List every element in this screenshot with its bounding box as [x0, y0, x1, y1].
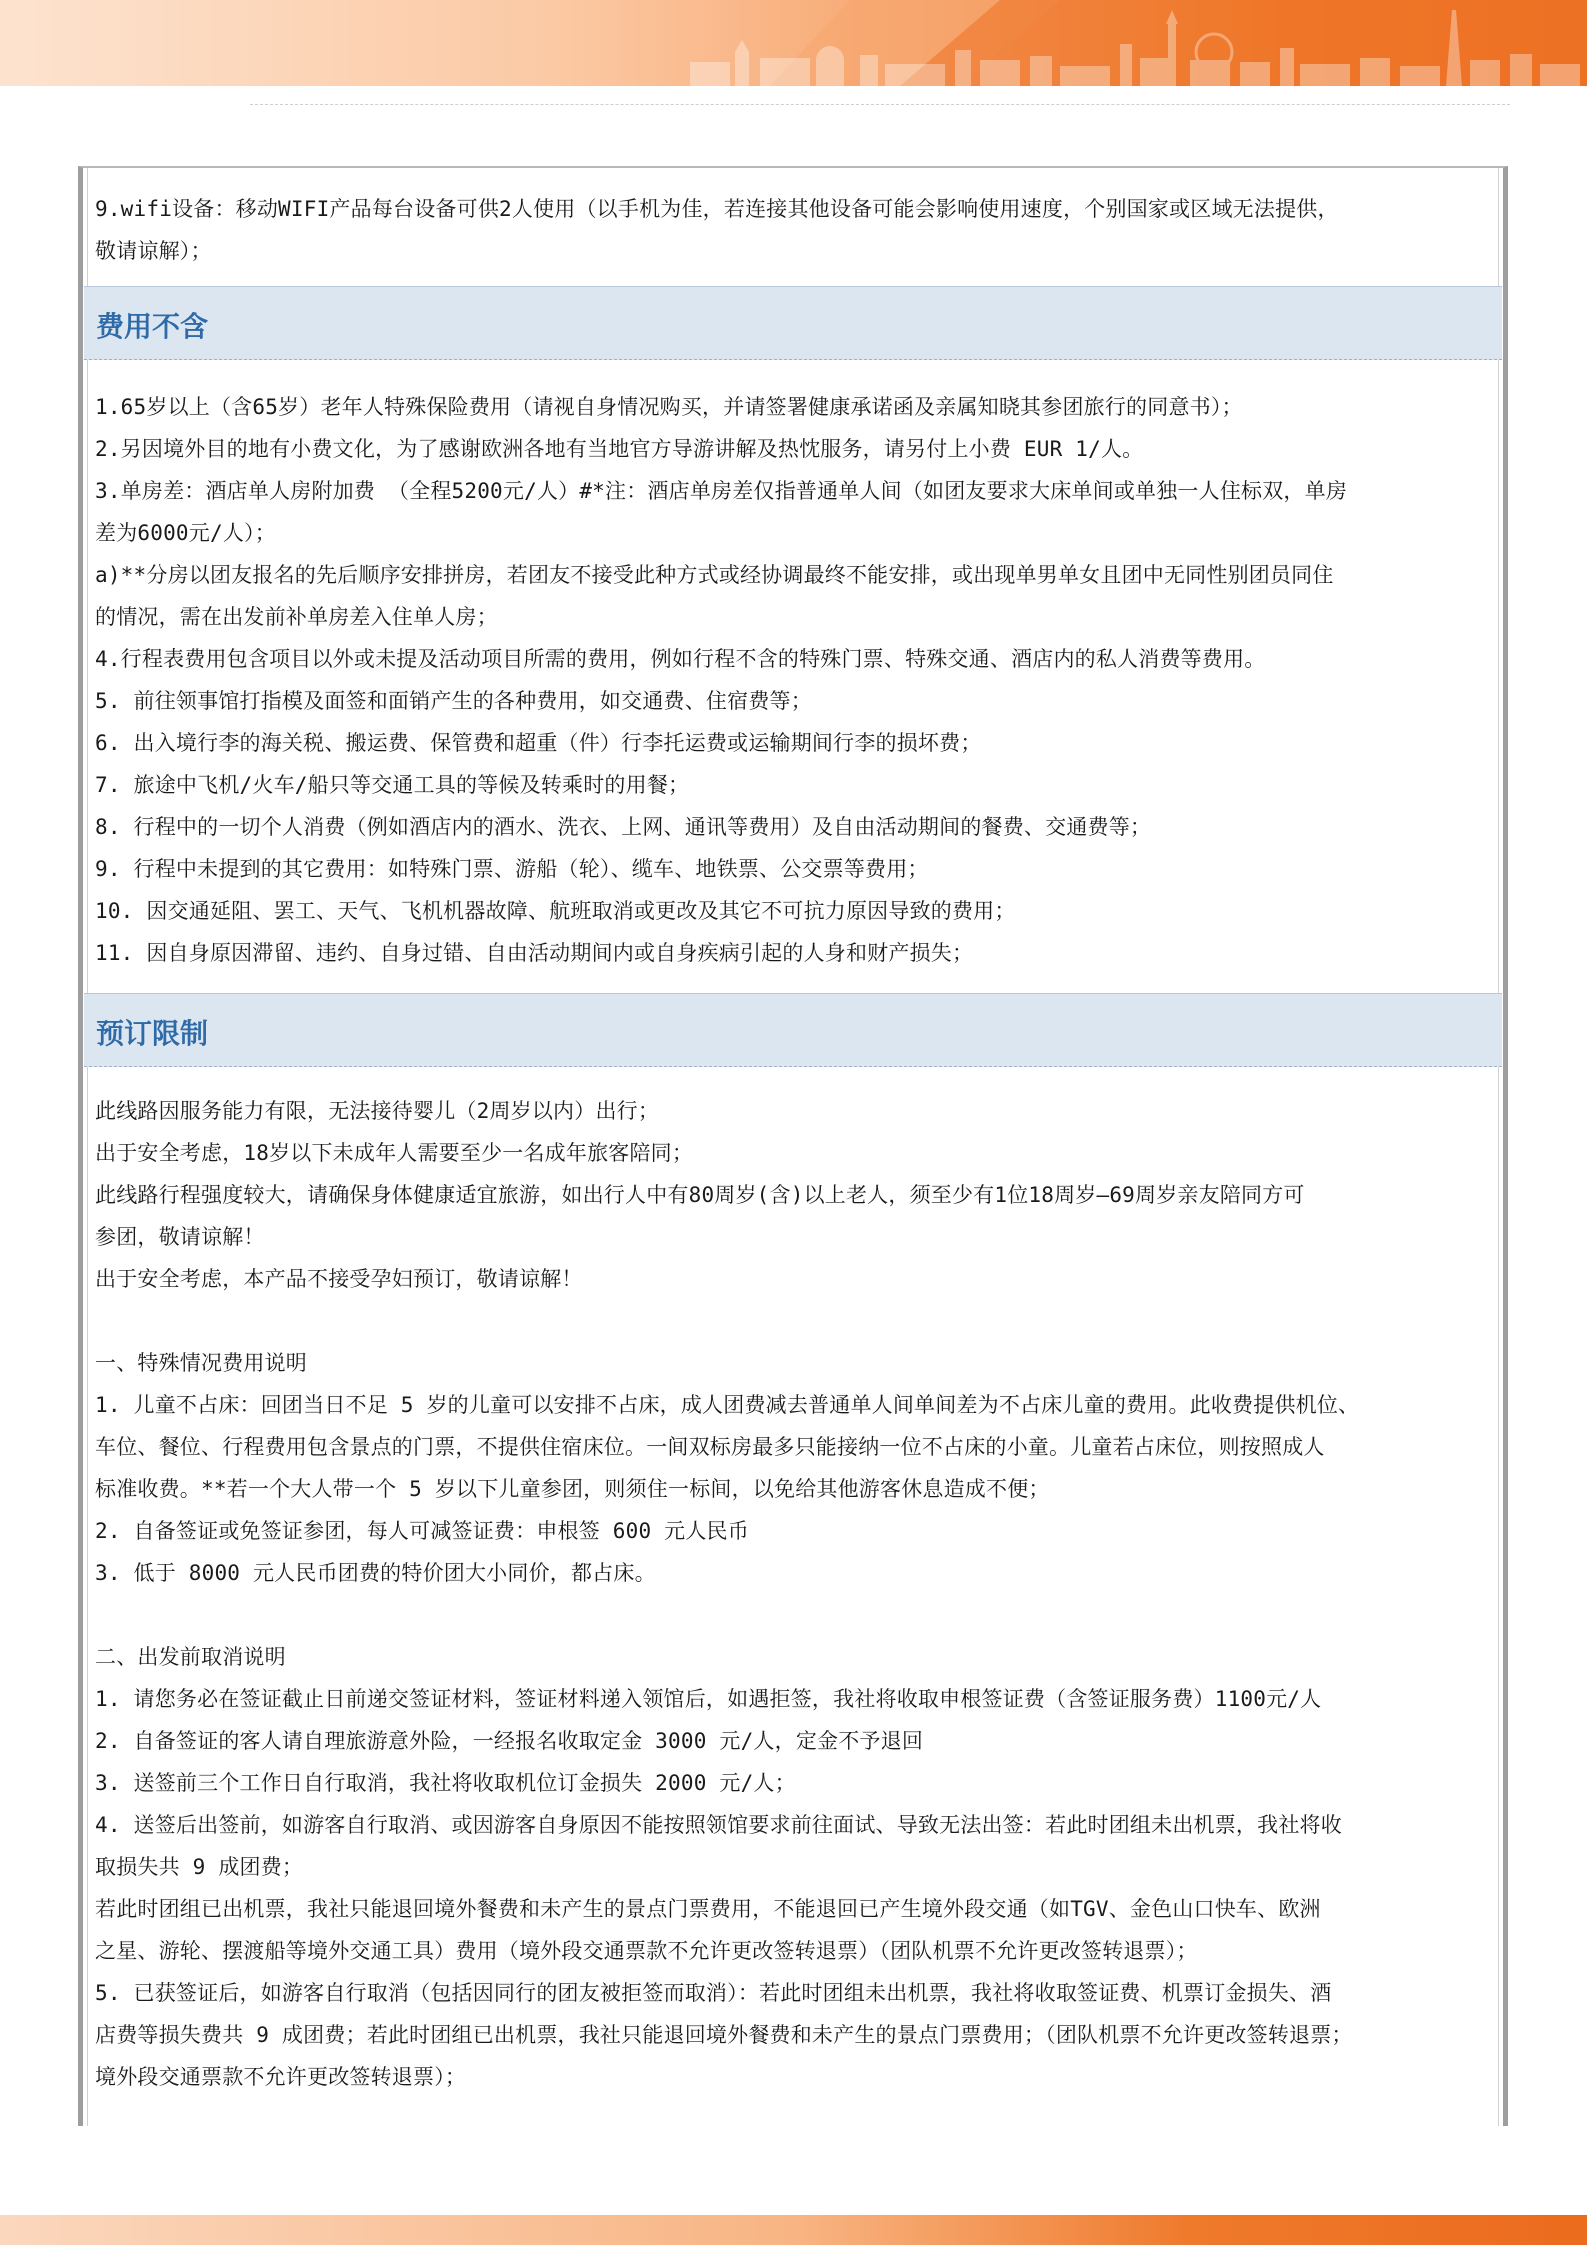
list-item: 7. 旅途中飞机/火车/船只等交通工具的等候及转乘时的用餐；: [95, 773, 690, 797]
section-header-exclusions: [84, 286, 1502, 360]
list-item: 9. 行程中未提到的其它费用：如特殊门票、游船（轮）、缆车、地铁票、公交票等费用；: [95, 857, 929, 881]
list-item: 5. 前往领事馆打指模及面签和面销产生的各种费用，如交通费、住宿费等；: [95, 689, 812, 713]
section-title: 预订限制: [96, 1017, 209, 1050]
list-item: 2. 自备签证的客人请自理旅游意外险，一经报名收取定金 3000 元/人，定金不予退回: [95, 1729, 924, 1753]
list-item: 3. 送签前三个工作日自行取消，我社将收取机位订金损失 2000 元/人；: [95, 1771, 796, 1795]
list-item: 11. 因自身原因滞留、违约、自身过错、自由活动期间内或自身疾病引起的人身和财产损失；: [95, 941, 974, 965]
list-item: 一、特殊情况费用说明: [95, 1351, 307, 1375]
list-item: 差为6000元/人）；: [95, 521, 276, 545]
list-item: 境外段交通票款不允许更改签转退票）；: [95, 2065, 467, 2089]
list-item: 4.行程表费用包含项目以外或未提及活动项目所需的费用，例如行程不含的特殊门票、特殊交通、酒店内的私人消费等费用。: [95, 647, 1266, 671]
list-item: 此线路因服务能力有限，无法接待婴儿（2周岁以内）出行；: [95, 1099, 660, 1123]
list-item: 3. 低于 8000 元人民币团费的特价团大小同价，都占床。: [95, 1561, 656, 1585]
list-item: 出于安全考虑，18岁以下未成年人需要至少一名成年旅客陪同；: [95, 1141, 694, 1165]
list-item: 之星、游轮、摆渡船等境外交通工具）费用（境外段交通票款不允许更改签转退票）（团队机票不允许更改签转退票）；: [95, 1939, 1198, 1963]
list-item: 标准收费。**若一个大人带一个 5 岁以下儿童参团，则须住一标间，以免给其他游客休息造成不便；: [95, 1477, 1050, 1501]
list-item: 此线路行程强度较大，请确保身体健康适宜旅游，如出行人中有80周岁(含)以上老人，须至少有1位18周岁—69周岁亲友陪同方可: [95, 1183, 1305, 1207]
list-item: 10. 因交通延阻、罢工、天气、飞机机器故障、航班取消或更改及其它不可抗力原因导致的费用；: [95, 899, 1016, 923]
list-item: 二、出发前取消说明: [95, 1645, 286, 1669]
exclusions-list: [95, 386, 1495, 974]
list-item: 若此时团组已出机票，我社只能退回境外餐费和未产生的景点门票费用，不能退回已产生境外段交通（如TGV、金色山口快车、欧洲: [95, 1897, 1321, 1921]
intro-block: [95, 188, 1495, 272]
restrictions-list: [95, 1090, 1495, 2098]
list-item: a)**分房以团友报名的先后顺序安排拼房，若团友不接受此种方式或经协调最终不能安排，或出现单男单女且团中无同性别团员同住: [95, 563, 1334, 587]
list-item: 出于安全考虑，本产品不接受孕妇预订，敬请谅解！: [95, 1267, 583, 1291]
section-header-restrictions: [84, 993, 1502, 1067]
list-item: 店费等损失费共 9 成团费；若此时团组已出机票，我社只能退回境外餐费和未产生的景点门票费用；（团队机票不允许更改签转退票；: [95, 2023, 1353, 2047]
header-banner: [0, 0, 1587, 86]
list-item: 1. 请您务必在签证截止日前递交签证材料，签证材料递入领馆后，如遇拒签，我社将收取申根签证费（含签证服务费）1100元/人: [95, 1687, 1322, 1711]
footer-bar: [0, 2215, 1587, 2245]
list-item: 6. 出入境行李的海关税、搬运费、保管费和超重（件）行李托运费或运输期间行李的损坏费；: [95, 731, 982, 755]
header-divider: [250, 104, 1510, 105]
list-item: 8. 行程中的一切个人消费（例如酒店内的酒水、洗衣、上网、通讯等费用）及自由活动期间的餐费、交通费等；: [95, 815, 1152, 839]
text-line: 敬请谅解）；: [95, 239, 212, 263]
list-item: 2. 自备签证或免签证参团，每人可减签证费：申根签 600 元人民币: [95, 1519, 749, 1543]
list-item: 2.另因境外目的地有小费文化，为了感谢欧洲各地有当地官方导游讲解及热忱服务，请另付上小费 EUR 1/人。: [95, 437, 1144, 461]
list-item: 参团，敬请谅解！: [95, 1225, 265, 1249]
text-line: 9.wifi设备：移动WIFI产品每台设备可供2人使用（以手机为佳，若连接其他设备可能会影响使用速度，个别国家或区域无法提供，: [95, 197, 1339, 221]
list-item: 的情况，需在出发前补单房差入住单人房；: [95, 605, 498, 629]
list-item: 3.单房差：酒店单人房附加费 （全程5200元/人）#*注：酒店单房差仅指普通单人间（如团友要求大床单间或单独一人住标双，单房: [95, 479, 1348, 503]
list-item: 1.65岁以上（含65岁）老年人特殊保险费用（请视自身情况购买，并请签署健康承诺函及亲属知晓其参团旅行的同意书）；: [95, 395, 1243, 419]
list-item: 车位、餐位、行程费用包含景点的门票，不提供住宿床位。一间双标房最多只能接纳一位不占床的小童。儿童若占床位，则按照成人: [95, 1435, 1325, 1459]
list-item: 取损失共 9 成团费；: [95, 1855, 304, 1879]
section-title: 费用不含: [96, 310, 209, 343]
list-item: 5. 已获签证后，如游客自行取消（包括因同行的团友被拒签而取消）：若此时团组未出机票，我社将收取签证费、机票订金损失、酒: [95, 1981, 1332, 2005]
list-item: [95, 1300, 1495, 1342]
list-item: 1. 儿童不占床：回团当日不足 5 岁的儿童可以安排不占床，成人团费减去普通单人间单间差为不占床儿童的费用。此收费提供机位、: [95, 1393, 1360, 1417]
list-item: 4. 送签后出签前，如游客自行取消、或因游客自身原因不能按照领馆要求前往面试、导致无法出签：若此时团组未出机票，我社将收: [95, 1813, 1342, 1837]
list-item: [95, 1594, 1495, 1636]
city-skyline-decoration: [0, 0, 1587, 86]
